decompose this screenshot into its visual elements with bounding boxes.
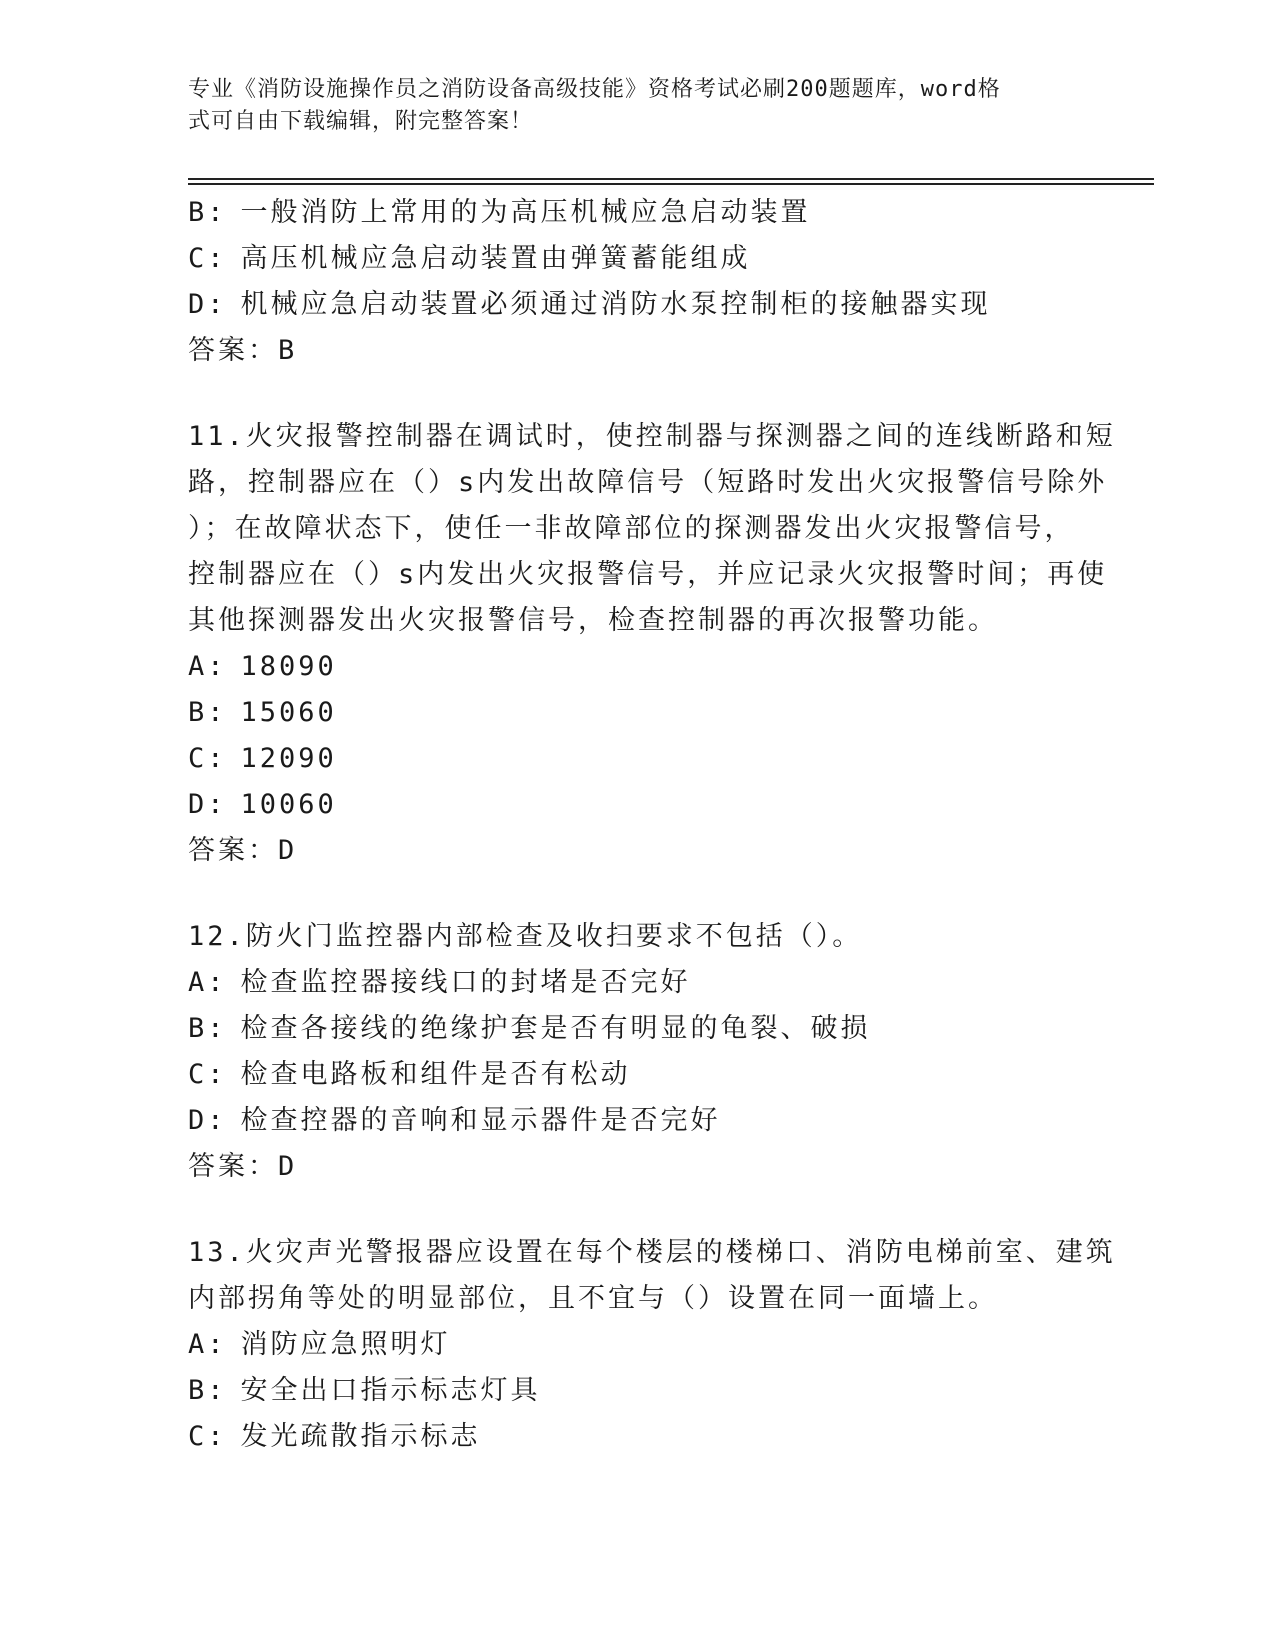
question-text-line: ）；在故障状态下，使任一非故障部位的探测器发出火灾报警信号， (188, 513, 1075, 544)
option-b: B: 15060 (188, 697, 337, 728)
header-rule-top (188, 178, 1154, 180)
option-b: B: 检查各接线的绝缘护套是否有明显的龟裂、破损 (188, 1013, 871, 1044)
option-c: C: 12090 (188, 743, 337, 774)
option-c: C: 发光疏散指示标志 (188, 1421, 481, 1452)
question-content (188, 190, 1116, 1460)
question-text-line: 12.防火门监控器内部检查及收扫要求不包括（）。 (188, 921, 863, 952)
option-b: B: 一般消防上常用的为高压机械应急启动装置 (188, 197, 811, 228)
header-line-2: 式可自由下载编辑，附完整答案！ (188, 109, 534, 134)
option-a: A: 消防应急照明灯 (188, 1329, 451, 1360)
header-rule-bottom (188, 183, 1154, 185)
question-text-line: 其他探测器发出火灾报警信号，检查控制器的再次报警功能。 (188, 605, 998, 636)
question-11 (188, 414, 1116, 874)
option-c: C: 检查电路板和组件是否有松动 (188, 1059, 631, 1090)
document-header (188, 74, 1068, 138)
question-text-line: 控制器应在（）s内发出火灾报警信号，并应记录火灾报警时间；再使 (188, 559, 1108, 590)
question-12 (188, 914, 1088, 1190)
option-d: D: 机械应急启动装置必须通过消防水泵控制柜的接触器实现 (188, 289, 991, 320)
option-b: B: 安全出口指示标志灯具 (188, 1375, 541, 1406)
prev-question-block (188, 190, 1088, 374)
answer-line: 答案：D (188, 1151, 298, 1182)
answer-line: 答案：B (188, 335, 298, 366)
option-a: A: 18090 (188, 651, 337, 682)
option-d: D: 10060 (188, 789, 337, 820)
question-text-line: 内部拐角等处的明显部位，且不宜与（）设置在同一面墙上。 (188, 1283, 998, 1314)
question-text-line: 13.火灾声光警报器应设置在每个楼层的楼梯口、消防电梯前室、建筑 (188, 1237, 1116, 1268)
question-text-line: 路，控制器应在（）s内发出故障信号（短路时发出火灾报警信号除外 (188, 467, 1108, 498)
question-13 (188, 1230, 1116, 1460)
answer-line: 答案：D (188, 835, 298, 866)
question-text-line: 11.火灾报警控制器在调试时，使控制器与探测器之间的连线断路和短 (188, 421, 1116, 452)
option-d: D: 检查控器的音响和显示器件是否完好 (188, 1105, 721, 1136)
header-line-1: 专业《消防设施操作员之消防设备高级技能》资格考试必刷200题题库，word格 (188, 77, 1001, 102)
option-a: A: 检查监控器接线口的封堵是否完好 (188, 967, 691, 998)
option-c: C: 高压机械应急启动装置由弹簧蓄能组成 (188, 243, 751, 274)
